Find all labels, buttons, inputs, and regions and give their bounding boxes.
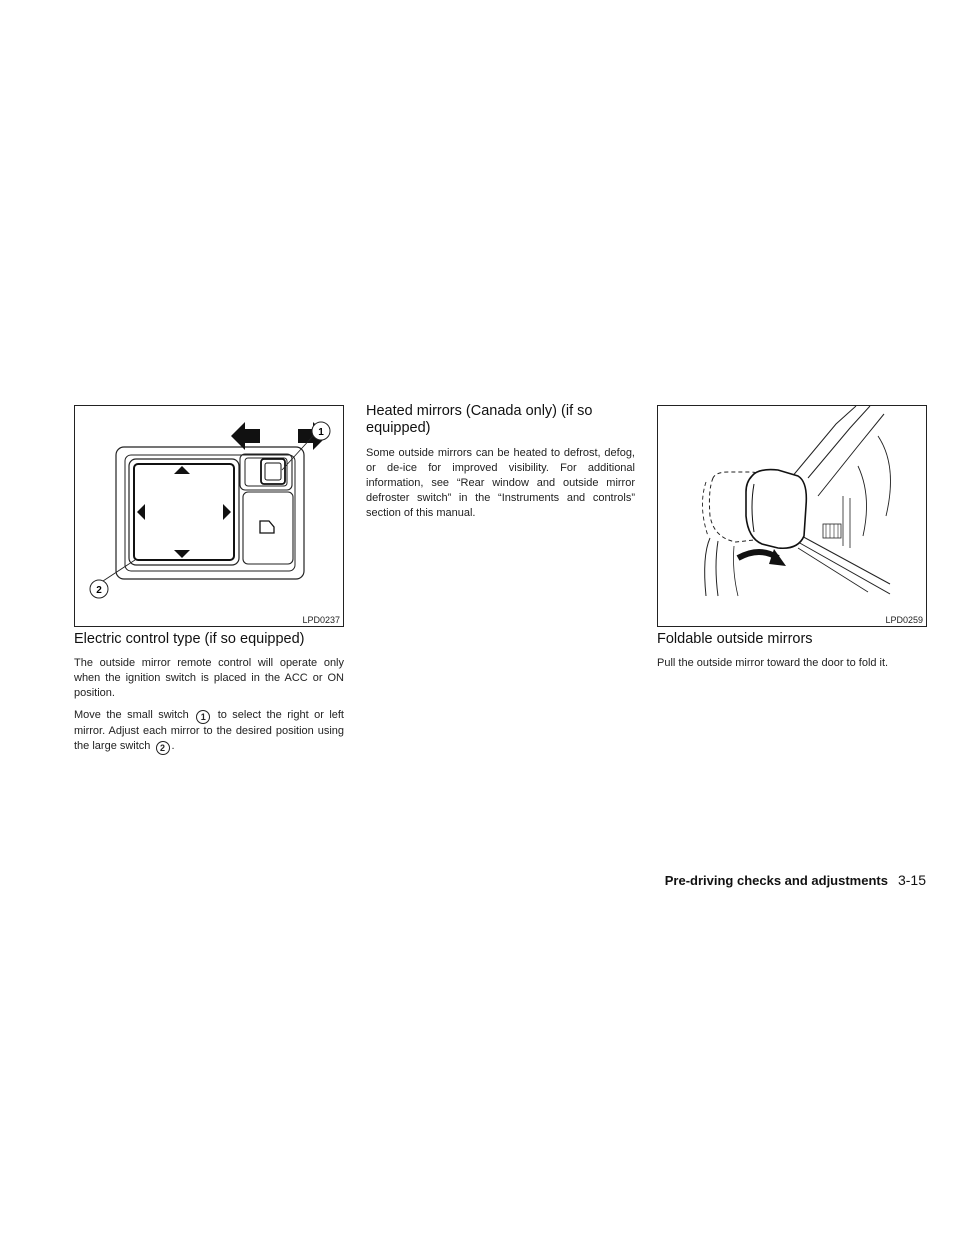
page-footer [665, 872, 926, 888]
footer-section-title: Pre-driving checks and adjustments [664, 873, 888, 888]
foldable-mirrors-paragraph: Pull the outside mirror toward the door to fold it. [657, 657, 889, 669]
right-arrow-icon [223, 504, 231, 520]
heated-mirrors-heading: Heated mirrors (Canada only) (if so equipped) [366, 403, 593, 436]
up-arrow-icon [174, 466, 190, 474]
para2-text-a: Move the small switch [74, 709, 189, 721]
para2-text-b: to select the right or left mirror. Adjust each mirror to the desired position using the large switch [74, 709, 344, 752]
callout-2-label: 2 [96, 585, 102, 596]
callout-2-inline: 2 [156, 741, 170, 755]
heated-mirrors-paragraph: Some outside mirrors can be heated to defrost, defog, or de-ice for improved visibility. For additional information, see “Rear window and outside mirror defroster switch” in the “Instruments and controls” section of this manual. [366, 447, 635, 519]
mirror-switch-illustration [75, 406, 343, 626]
electric-control-paragraph-1: The outside mirror remote control will operate only when the ignition switch is placed in the ACC or ON position. [74, 657, 344, 699]
page-number: 3-15 [897, 872, 926, 888]
mirror-switch-figure [74, 405, 344, 627]
electric-control-heading: Electric control type (if so equipped) [74, 631, 305, 647]
callout-1-label: 1 [318, 427, 324, 438]
down-arrow-icon [174, 550, 190, 558]
figure-code: LPD0259 [885, 615, 923, 625]
figure-code: LPD0237 [302, 615, 340, 625]
para2-text-c: . [171, 740, 175, 752]
electric-control-paragraph-2 [74, 708, 344, 755]
foldable-mirrors-heading: Foldable outside mirrors [657, 631, 813, 647]
left-select-arrow-icon [231, 422, 260, 450]
callout-1-inline: 1 [196, 710, 210, 724]
foldable-mirror-figure [657, 405, 927, 627]
foldable-mirror-illustration [658, 406, 926, 626]
left-arrow-icon [137, 504, 145, 520]
